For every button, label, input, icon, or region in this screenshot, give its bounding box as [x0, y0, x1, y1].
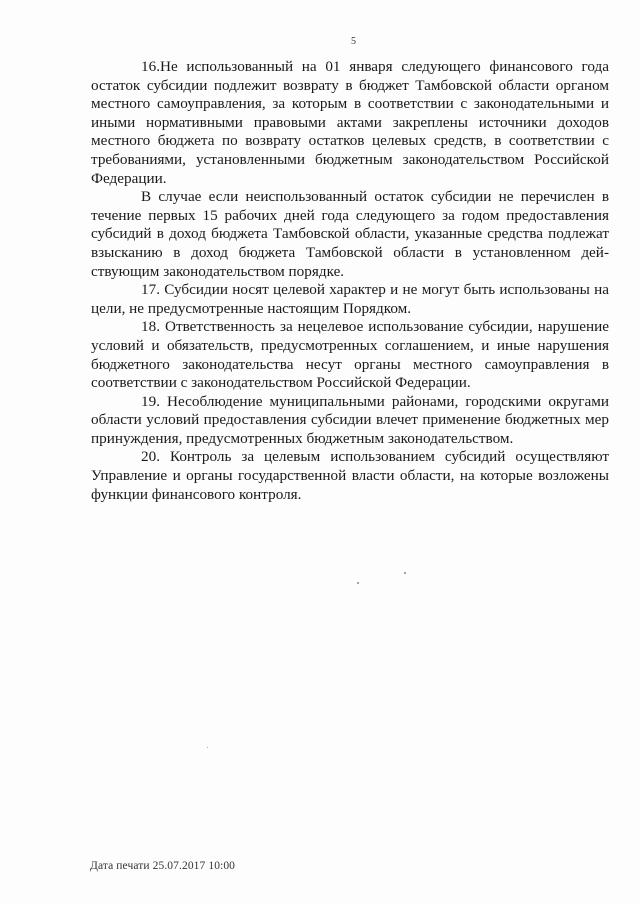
print-date: Дата печати 25.07.2017 10:00: [90, 860, 236, 872]
paragraph-18: 18. Ответственность за нецелевое использование субсидии, нарушение условий и обязательств, предусмотренных соглашением, и иные нарушения бюджетного законодательства несут органы местного самоуправления в соответствии с законодательством Российской Федерации.: [91, 318, 609, 392]
paragraph-unspent-balance: В случае если неиспользованный остаток субсидии не перечислен в течение первых 15 рабочих дней года следующего за годом предоставления субсидий в доход бюджета Тамбовской области, указанные средства подлежат взысканию в доход бюджета Тамбовской области в установленном действующим законодательством порядке.: [91, 188, 609, 280]
scan-speck: [404, 572, 406, 574]
scan-speck: [207, 747, 208, 748]
page-number: 5: [351, 36, 356, 47]
paragraph-19: 19. Несоблюдение муниципальными районами, городскими округами области условий предоставления субсидии влечет применение бюджетных мер принуждения, предусмотренных бюджетным законодательством.: [91, 392, 609, 447]
paragraph-17: 17. Субсидии носят целевой характер и не могут быть использованы на цели, не предусмотренные настоящим Порядком.: [91, 281, 609, 317]
document-body: [91, 58, 609, 504]
paragraph-16: 16.Не использованный на 01 января следующего финансового года остаток субсидии подлежит возврату в бюджет Тамбовской области органом местного самоуправления, за которым в соответствии с законодательными и иными нормативными правовыми актами закреплены источники доходов местного бюджета по возврату остатков целевых средств, в соответствии с требованиями, установленными бюджетным законодательством Российской Федерации.: [91, 58, 609, 187]
scan-speck: [357, 582, 359, 584]
paragraph-20: 20. Контроль за целевым использованием субсидий осуществляют Управление и органы государственной власти области, на которые возложены функции финансового контроля.: [91, 448, 609, 503]
